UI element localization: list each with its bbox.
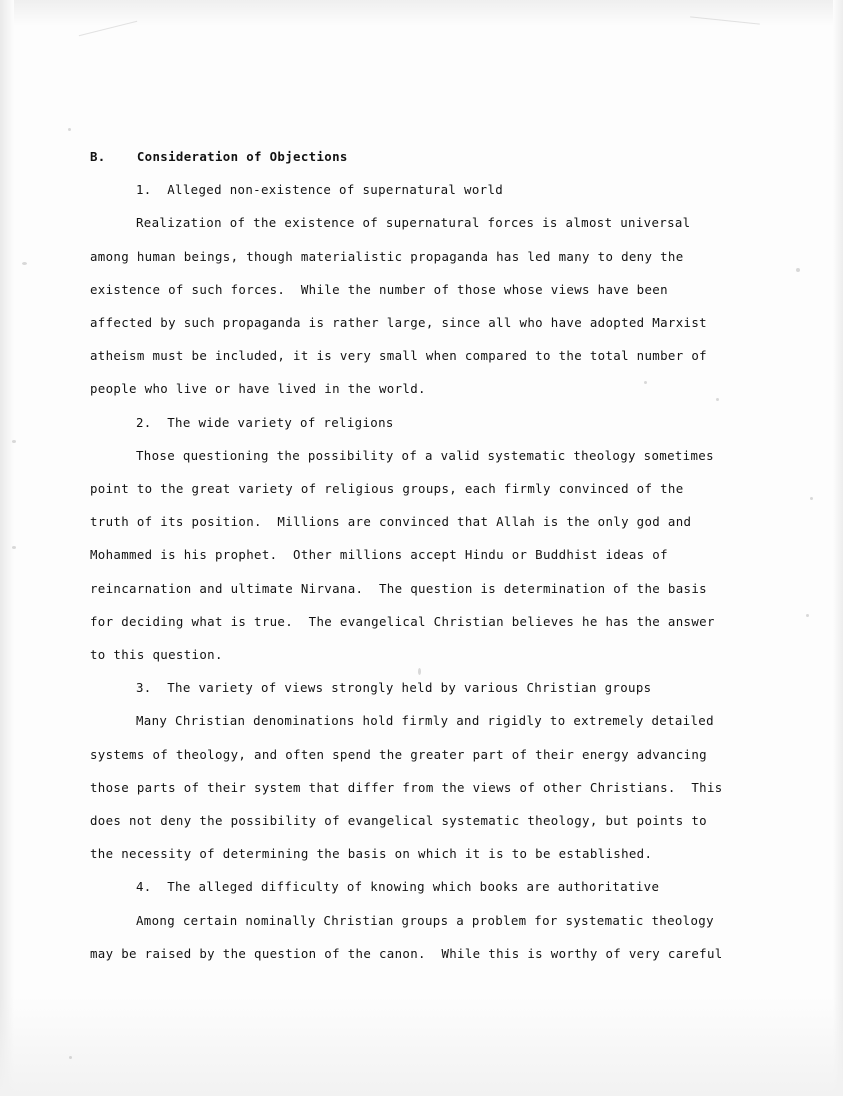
doc-line: Among certain nominally Christian groups a problem for systematic theology bbox=[136, 912, 714, 928]
doc-line: people who live or have lived in the world. bbox=[90, 381, 426, 397]
subheading-4 bbox=[90, 870, 780, 903]
doc-line: for deciding what is true. The evangelical Christian believes he has the answer bbox=[90, 613, 715, 629]
subheading-2 bbox=[90, 406, 780, 439]
doc-line: B. Consideration of Objections bbox=[90, 149, 348, 164]
doc-line: 1. Alleged non-existence of supernatural world bbox=[136, 182, 504, 198]
doc-line: truth of its position. Millions are convinced that Allah is the only god and bbox=[90, 514, 692, 530]
doc-line: Many Christian denominations hold firmly and rigidly to extremely detailed bbox=[136, 713, 714, 729]
document-body bbox=[90, 140, 780, 970]
doc-line: the necessity of determining the basis on which it is to be established. bbox=[90, 846, 653, 862]
doc-line: point to the great variety of religious groups, each firmly convinced of the bbox=[90, 481, 684, 497]
scan-artifact-speck bbox=[69, 1056, 72, 1059]
paragraph-4 bbox=[90, 904, 780, 970]
doc-line: existence of such forces. While the number of those whose views have been bbox=[90, 281, 668, 297]
scan-artifact-speck bbox=[796, 268, 800, 272]
scan-edge-bottom bbox=[0, 996, 843, 1096]
doc-line: systems of theology, and often spend the greater part of their energy advancing bbox=[90, 746, 707, 762]
doc-line: 2. The wide variety of religions bbox=[136, 414, 394, 430]
doc-line: Realization of the existence of supernatural forces is almost universal bbox=[136, 215, 691, 231]
doc-line: does not deny the possibility of evangelical systematic theology, but points to bbox=[90, 813, 707, 829]
scan-artifact-speck bbox=[12, 440, 16, 443]
scan-artifact-speck bbox=[12, 546, 16, 549]
subheading-3 bbox=[90, 671, 780, 704]
doc-line: 4. The alleged difficulty of knowing which books are authoritative bbox=[136, 879, 660, 895]
section-heading-b bbox=[90, 140, 780, 173]
scan-artifact-speck bbox=[22, 262, 27, 265]
scan-edge-right bbox=[833, 0, 843, 1096]
paragraph-1 bbox=[90, 206, 780, 405]
paragraph-3 bbox=[90, 704, 780, 870]
doc-line: Mohammed is his prophet. Other millions accept Hindu or Buddhist ideas of bbox=[90, 547, 668, 563]
doc-line: those parts of their system that differ from the views of other Christians. This bbox=[90, 779, 723, 795]
doc-line: among human beings, though materialistic propaganda has led many to deny the bbox=[90, 248, 684, 264]
doc-line: Those questioning the possibility of a valid systematic theology sometimes bbox=[136, 447, 714, 463]
doc-line: may be raised by the question of the canon. While this is worthy of very careful bbox=[90, 945, 723, 961]
doc-line: affected by such propaganda is rather large, since all who have adopted Marxist bbox=[90, 315, 707, 331]
subheading-1 bbox=[90, 173, 780, 206]
scan-artifact-speck bbox=[806, 614, 809, 617]
scan-artifact-speck bbox=[810, 497, 813, 500]
doc-line: reincarnation and ultimate Nirvana. The question is determination of the basis bbox=[90, 580, 707, 596]
doc-line: 3. The variety of views strongly held by various Christian groups bbox=[136, 680, 652, 696]
scan-edge-top bbox=[0, 0, 843, 26]
doc-line: atheism must be included, it is very small when compared to the total number of bbox=[90, 348, 707, 364]
scan-artifact-speck bbox=[68, 128, 71, 131]
paragraph-2 bbox=[90, 439, 780, 671]
doc-line: to this question. bbox=[90, 647, 223, 663]
